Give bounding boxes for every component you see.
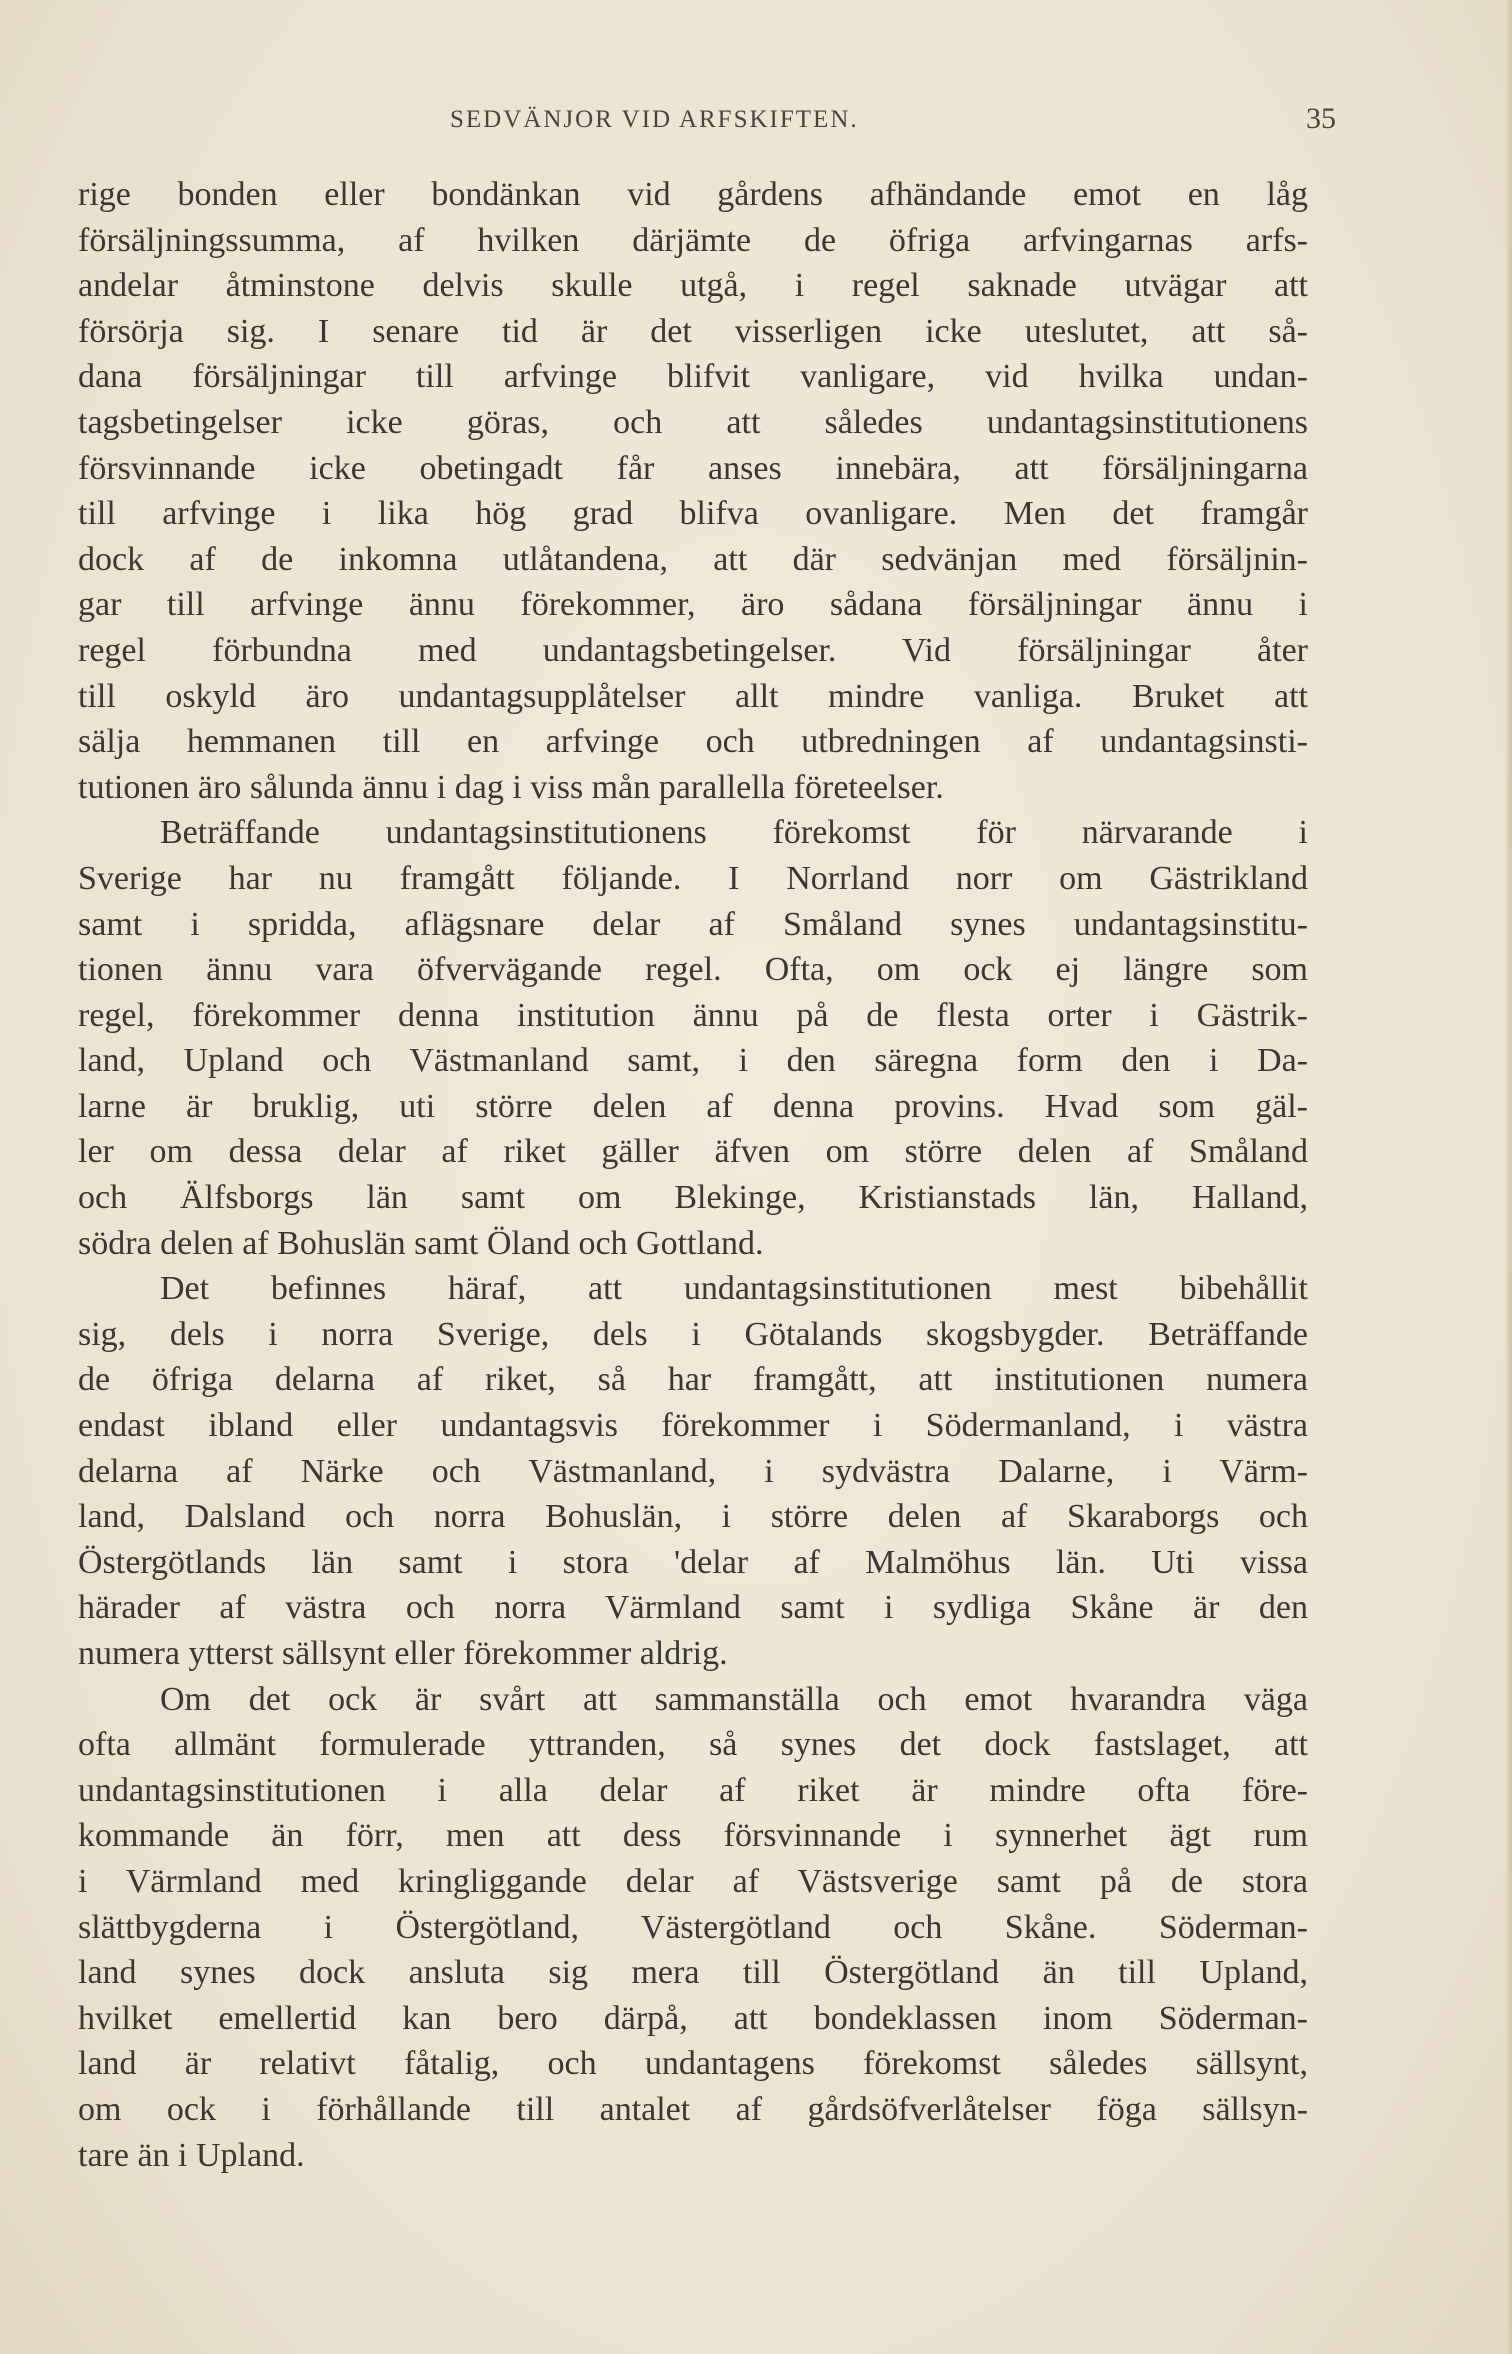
text-line: Om det ock är svårt att sammanställa och emot hvarandra väga: [160, 1680, 1308, 1718]
text-line: tare än i Upland.: [78, 2136, 305, 2174]
text-line: Det befinnes häraf, att undantagsinstitutionen mest bibehållit: [160, 1270, 1308, 1308]
text-line: regel, förekommer denna institution ännu på de flesta orter i Gästrik-: [78, 996, 1308, 1034]
text-line: ler om dessa delar af riket gäller äfven om större delen af Småland: [78, 1133, 1308, 1171]
text-line: kommande än förr, men att dess försvinnande i synnerhet ägt rum: [78, 1817, 1308, 1855]
text-line: om ock i förhållande till antalet af gårdsöfverlåtelser föga sällsyn-: [78, 2090, 1308, 2128]
text-line: slättbygderna i Östergötland, Västergötland och Skåne. Söderman-: [78, 1908, 1308, 1946]
text-line: undantagsinstitutionen i alla delar af riket är mindre ofta före-: [78, 1771, 1308, 1809]
text-line: södra delen af Bohuslän samt Öland och Gottland.: [78, 1224, 764, 1262]
text-line: samt i spridda, aflägsnare delar af Småland synes undantagsinstitu-: [78, 905, 1308, 943]
text-line: tutionen äro sålunda ännu i dag i viss mån parallella företeelser.: [78, 768, 944, 806]
text-line: och Älfsborgs län samt om Blekinge, Kristianstads län, Halland,: [78, 1179, 1308, 1217]
text-line: regel förbundna med undantagsbetingelser. Vid försäljningar åter: [78, 631, 1308, 669]
text-line: sig, dels i norra Sverige, dels i Götalands skogsbygder. Beträffande: [78, 1315, 1308, 1353]
text-line: försvinnande icke obetingadt får anses innebära, att försäljningarna: [78, 449, 1308, 487]
text-line: tagsbetingelser icke göras, och att således undantagsinstitutionens: [78, 403, 1308, 441]
text-line: till oskyld äro undantagsupplåtelser allt mindre vanliga. Bruket att: [78, 677, 1308, 715]
text-line: dana försäljningar till arfvinge blifvit vanligare, vid hvilka undan-: [78, 358, 1308, 396]
text-line: ofta allmänt formulerade yttranden, så synes det dock fastslaget, att: [78, 1726, 1308, 1764]
text-line: hvilket emellertid kan bero därpå, att bondeklassen inom Söderman-: [78, 1999, 1308, 2037]
text-line: land, Dalsland och norra Bohuslän, i större delen af Skaraborgs och: [78, 1498, 1308, 1536]
text-line: Sverige har nu framgått följande. I Norrland norr om Gästrikland: [78, 859, 1308, 897]
text-line: land, Upland och Västmanland samt, i den säregna form den i Da-: [78, 1042, 1308, 1080]
text-line: rige bonden eller bondänkan vid gårdens afhändande emot en låg: [78, 176, 1308, 213]
text-line: försäljningssumma, af hvilken därjämte de öfriga arfvingarnas arfs-: [78, 221, 1308, 259]
text-line: härader af västra och norra Värmland samt i sydliga Skåne är den: [78, 1589, 1308, 1627]
text-line: delarna af Närke och Västmanland, i sydvästra Dalarne, i Värm-: [78, 1452, 1308, 1490]
page-number: 35: [1306, 102, 1336, 135]
page-edge: [1506, 0, 1512, 2354]
text-line: gar till arfvinge ännu förekommer, äro sådana försäljningar ännu i: [78, 586, 1308, 624]
running-title: SEDVÄNJOR VID ARFSKIFTEN.: [450, 106, 859, 133]
text-line: andelar åtminstone delvis skulle utgå, i regel saknade utvägar att: [78, 267, 1308, 305]
text-line: endast ibland eller undantagsvis förekommer i Södermanland, i västra: [78, 1407, 1308, 1445]
text-line: land synes dock ansluta sig mera till Östergötland än till Upland,: [78, 1954, 1308, 1992]
page-header: [450, 102, 1336, 146]
body-text: [78, 172, 1308, 2178]
text-line: Östergötlands län samt i stora 'delar af Malmöhus län. Uti vissa: [78, 1543, 1308, 1581]
text-line: land är relativt fåtalig, och undantagens förekomst således sällsynt,: [78, 2045, 1308, 2083]
text-line: de öfriga delarna af riket, så har framgått, att institutionen numera: [78, 1361, 1308, 1399]
text-line: i Värmland med kringliggande delar af Västsverige samt på de stora: [78, 1862, 1308, 1900]
text-line: till arfvinge i lika hög grad blifva ovanligare. Men det framgår: [78, 495, 1308, 533]
text-line: numera ytterst sällsynt eller förekommer aldrig.: [78, 1635, 728, 1672]
text-line: försörja sig. I senare tid är det visserligen icke uteslutet, att så-: [78, 312, 1308, 350]
text-line: larne är bruklig, uti större delen af denna provins. Hvad som gäl-: [78, 1087, 1308, 1125]
text-line: sälja hemmanen till en arfvinge och utbredningen af undantagsinsti-: [78, 723, 1308, 761]
text-line: Beträffande undantagsinstitutionens förekomst för närvarande i: [160, 814, 1308, 852]
text-line: dock af de inkomna utlåtandena, att där sedvänjan med försäljnin-: [78, 540, 1308, 578]
text-line: tionen ännu vara öfvervägande regel. Ofta, om ock ej längre som: [78, 951, 1308, 989]
